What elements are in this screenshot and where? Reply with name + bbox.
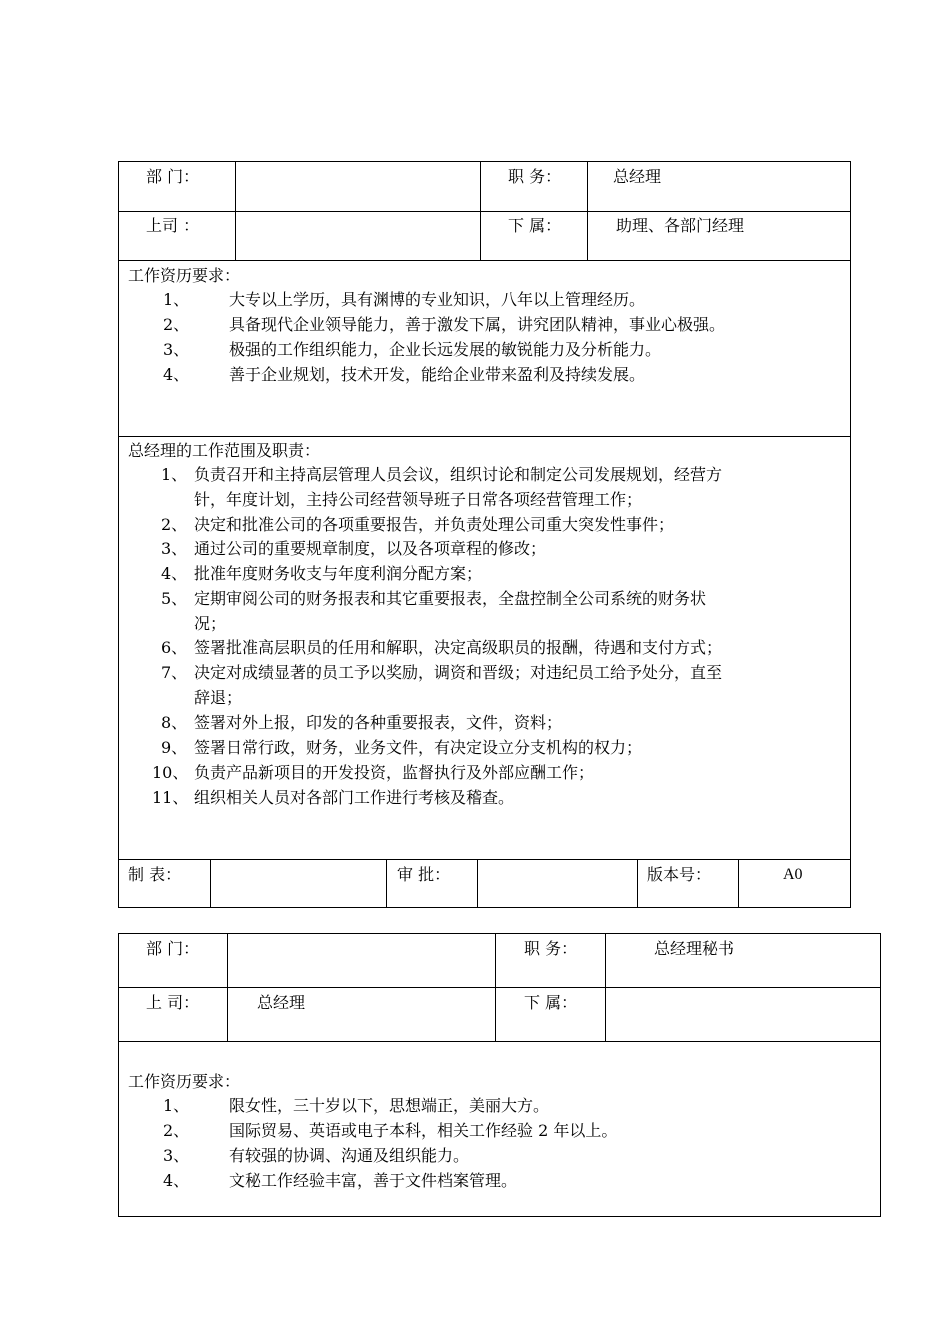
requirement-num: 4、 (163, 365, 190, 384)
duty-text: 负责产品新项目的开发投资，监督执行及外部应酬工作； (194, 763, 595, 782)
requirement-num: 4、 (163, 1171, 190, 1190)
form2-rule (227, 933, 228, 1042)
form2-rule (495, 933, 496, 1042)
approve-label: 审 批： (397, 865, 451, 884)
duty-num: 4、 (161, 564, 188, 583)
duty-text-cont: 辞退； (194, 688, 243, 707)
requirement-num: 1、 (163, 1096, 190, 1115)
duty-text: 组织相关人员对各部门工作进行考核及稽查。 (194, 788, 515, 807)
superior-label: 上 司： (146, 993, 200, 1012)
duty-num: 7、 (161, 663, 188, 682)
position-label: 职 务： (508, 167, 562, 186)
form1-rule (118, 211, 851, 212)
requirement-num: 3、 (163, 340, 190, 359)
requirement-num: 3、 (163, 1146, 190, 1165)
duty-num: 5、 (161, 589, 188, 608)
subordinate-label: 下 属： (508, 216, 562, 235)
duty-num: 10、 (152, 763, 189, 782)
position-value[interactable]: 总经理 (613, 167, 662, 186)
subordinate-value[interactable]: 助理、各部门经理 (616, 216, 745, 235)
duty-text: 定期审阅公司的财务报表和其它重要报表，全盘控制全公司系统的财务状 (194, 589, 707, 608)
form1-rule (637, 859, 638, 908)
form1-rule (235, 161, 236, 261)
requirement-text: 极强的工作组织能力，企业长远发展的敏锐能力及分析能力。 (229, 340, 662, 359)
requirements-title: 工作资历要求： (128, 1072, 241, 1091)
duty-text: 签署日常行政，财务，业务文件，有决定设立分支机构的权力； (194, 738, 643, 757)
position-label: 职 务： (524, 939, 578, 958)
duties-title: 总经理的工作范围及职责： (128, 441, 321, 460)
version-value: A0 (783, 866, 803, 883)
form1-rule (118, 260, 851, 261)
form2-rule (605, 933, 606, 1042)
requirement-text: 具备现代企业领导能力，善于激发下属，讲究团队精神，事业心极强。 (229, 315, 726, 334)
version-label: 版本号： (647, 865, 712, 884)
duty-text-cont: 针，年度计划，主持公司经营领导班子日常各项经营管理工作； (194, 490, 643, 509)
duty-num: 11、 (152, 788, 189, 807)
dept-label: 部 门： (146, 939, 200, 958)
duty-num: 9、 (161, 738, 188, 757)
duty-num: 3、 (161, 539, 188, 558)
form2-rule (118, 987, 881, 988)
form1-rule (587, 161, 588, 261)
form1-rule (210, 859, 211, 908)
duty-num: 8、 (161, 713, 188, 732)
subordinate-label: 下 属： (524, 993, 578, 1012)
form1-rule (477, 859, 478, 908)
duty-text: 负责召开和主持高层管理人员会议，组织讨论和制定公司发展规划，经营方 (194, 465, 723, 484)
form1-rule (480, 161, 481, 261)
duty-text: 通过公司的重要规章制度，以及各项章程的修改； (194, 539, 547, 558)
requirement-text: 国际贸易、英语或电子本科，相关工作经验 2 年以上。 (229, 1121, 618, 1140)
superior-value[interactable]: 总经理 (257, 993, 306, 1012)
form1-rule (118, 436, 851, 437)
duty-text-cont: 况； (194, 614, 227, 633)
duty-num: 2、 (161, 515, 188, 534)
requirement-num: 2、 (163, 1121, 190, 1140)
duty-text: 批准年度财务收支与年度利润分配方案； (194, 564, 483, 583)
requirement-text: 大专以上学历，具有渊博的专业知识，八年以上管理经历。 (229, 290, 646, 309)
requirement-text: 有较强的协调、沟通及组织能力。 (229, 1146, 470, 1165)
duty-num: 6、 (161, 638, 188, 657)
duty-text: 决定对成绩显著的员工予以奖励，调资和晋级；对违纪员工给予处分，直至 (194, 663, 723, 682)
made-by-label: 制 表： (128, 865, 182, 884)
position-value[interactable]: 总经理秘书 (654, 939, 735, 958)
requirement-text: 限女性，三十岁以下，思想端正，美丽大方。 (229, 1096, 550, 1115)
duty-text: 签署批准高层职员的任用和解职，决定高级职员的报酬，待遇和支付方式； (194, 638, 723, 657)
requirement-num: 2、 (163, 315, 190, 334)
dept-label: 部 门： (146, 167, 200, 186)
requirements-title: 工作资历要求： (128, 266, 241, 285)
requirement-text: 善于企业规划，技术开发，能给企业带来盈利及持续发展。 (229, 365, 646, 384)
form1-rule (738, 859, 739, 908)
form1-rule (386, 859, 387, 908)
requirement-text: 文秘工作经验丰富，善于文件档案管理。 (229, 1171, 518, 1190)
form1-rule (118, 859, 851, 860)
superior-label: 上司 ： (146, 216, 200, 235)
duty-text: 签署对外上报，印发的各种重要报表，文件，资料； (194, 713, 563, 732)
duty-text: 决定和批准公司的各项重要报告，并负责处理公司重大突发性事件； (194, 515, 675, 534)
requirement-num: 1、 (163, 290, 190, 309)
form2-rule (118, 1041, 881, 1042)
duty-num: 1、 (161, 465, 188, 484)
